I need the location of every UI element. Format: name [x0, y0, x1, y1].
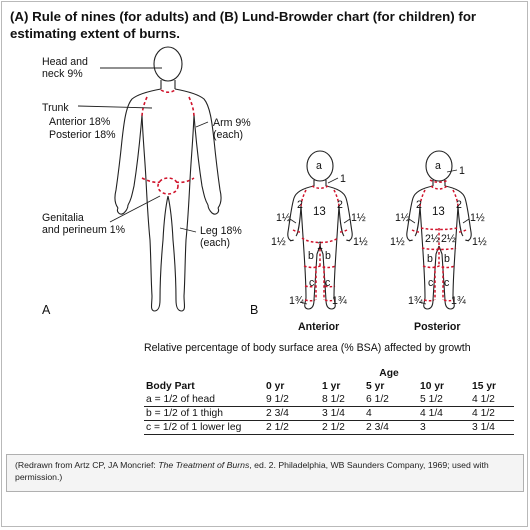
table-cell: 2 3/4: [364, 421, 418, 435]
ant-mark-trunk: 13: [313, 206, 326, 218]
post-mark-neck: 1: [459, 165, 465, 177]
post-mark-thigh-right: b: [444, 253, 450, 265]
column-header: 1 yr: [322, 381, 341, 392]
table-group-header: Age: [379, 368, 399, 379]
label-anterior: Anterior: [298, 321, 340, 333]
label-trunk: Trunk: [42, 102, 69, 114]
column-header: Body Part: [146, 381, 195, 392]
table-cell: 4 1/2: [470, 393, 514, 407]
bsa-caption: Relative percentage of body surface area (% BSA) affected by growth: [144, 342, 471, 354]
table-cell: 4 1/2: [470, 407, 514, 421]
column-header: 10 yr: [420, 381, 445, 392]
label-trunk-anterior: Anterior 18%: [49, 116, 111, 128]
table-row: [144, 393, 514, 407]
ant-mark-thigh-left: b: [308, 250, 314, 262]
post-mark-a: a: [435, 160, 441, 172]
post-mark-thigh-left: b: [427, 253, 433, 265]
column-header: 0 yr: [266, 381, 285, 392]
post-mark-hand-left: 1½: [390, 236, 405, 248]
table-cell: 4: [364, 407, 418, 421]
post-mark-buttock-right: 2½: [441, 233, 456, 245]
ant-mark-foot-left: 1¾: [289, 295, 304, 307]
post-mark-forearm-right: 1½: [470, 212, 485, 224]
column-header: 5 yr: [366, 381, 385, 392]
ant-mark-leg-right: c: [325, 277, 331, 289]
ant-mark-hand-left: 1½: [271, 236, 286, 248]
table-cell: 2 1/2: [264, 421, 320, 435]
post-mark-hand-right: 1½: [472, 236, 487, 248]
post-mark-forearm-left: 1½: [395, 212, 410, 224]
credit-book-title: The Treatment of Burns: [158, 460, 250, 470]
ant-mark-foot-right: 1¾: [332, 295, 347, 307]
ant-mark-a: a: [316, 160, 322, 172]
ant-mark-forearm-right: 1½: [351, 212, 366, 224]
table-cell: b = 1/2 of 1 thigh: [144, 407, 264, 421]
table-row: [144, 421, 514, 435]
post-mark-leg-right: c: [444, 277, 450, 289]
ant-mark-leg-left: c: [309, 277, 315, 289]
ant-mark-hand-right: 1½: [353, 236, 368, 248]
table-cell: 3 1/4: [320, 407, 364, 421]
panel-label-b: B: [250, 303, 259, 317]
panel-label-a: A: [42, 303, 51, 317]
table-cell: 4 1/4: [418, 407, 470, 421]
post-mark-foot-left: 1¾: [408, 295, 423, 307]
post-mark-upper-arm-left: 2: [416, 199, 422, 211]
label-arm: Arm 9% (each): [213, 117, 251, 141]
table-cell: 8 1/2: [320, 393, 364, 407]
table-cell: 3: [418, 421, 470, 435]
table-cell: a = 1/2 of head: [144, 393, 264, 407]
ant-mark-genital: 1: [317, 240, 323, 252]
table-cell: 2 1/2: [320, 421, 364, 435]
post-mark-leg-left: c: [428, 277, 434, 289]
label-trunk-posterior: Posterior 18%: [49, 129, 116, 141]
table-row: [144, 407, 514, 421]
table-cell: 3 1/4: [470, 421, 514, 435]
table-cell: c = 1/2 of 1 lower leg: [144, 421, 264, 435]
post-mark-trunk: 13: [432, 206, 445, 218]
post-mark-upper-arm-right: 2: [456, 199, 462, 211]
age-bsa-table: [144, 367, 514, 435]
label-leg: Leg 18% (each): [200, 225, 242, 249]
ant-mark-thigh-right: b: [325, 250, 331, 262]
table-cell: 6 1/2: [364, 393, 418, 407]
table-cell: 2 3/4: [264, 407, 320, 421]
credit-note: [6, 454, 524, 492]
credit-suffix: , ed. 2. Philadelphia, WB Saunders Company, 1969; used with permission.): [15, 460, 489, 482]
table-cell: 5 1/2: [418, 393, 470, 407]
post-mark-buttock-left: 2½: [425, 233, 440, 245]
post-mark-foot-right: 1¾: [451, 295, 466, 307]
label-head-neck: Head and neck 9%: [42, 56, 88, 80]
label-posterior: Posterior: [414, 321, 461, 333]
ant-mark-forearm-left: 1½: [276, 212, 291, 224]
label-genitalia: Genitalia and perineum 1%: [42, 212, 126, 236]
ant-mark-neck: 1: [340, 173, 346, 185]
ant-mark-upper-arm-right: 2: [337, 199, 343, 211]
figure-title: (A) Rule of nines (for adults) and (B) Lund-Browder chart (for children) for estimating extent of burns.: [10, 9, 477, 41]
table-cell: 9 1/2: [264, 393, 320, 407]
credit-prefix: (Redrawn from Artz CP, JA Moncrief:: [15, 460, 159, 470]
ant-mark-upper-arm-left: 2: [297, 199, 303, 211]
column-header: 15 yr: [472, 381, 497, 392]
